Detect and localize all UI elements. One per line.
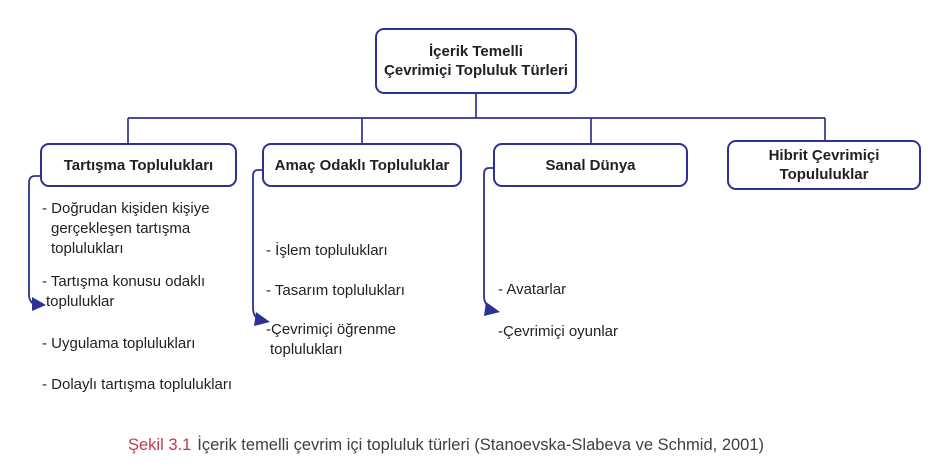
list-item: -Çevrimiçi oyunlar (498, 323, 619, 340)
node-title: Tartışma Toplulukları (63, 156, 214, 174)
node-amac-odakli-topluluklar (262, 143, 462, 187)
list-item: - Dolaylı tartışma toplulukları (42, 376, 233, 393)
figure-caption-text: İçerik temelli çevrim içi topluluk türleri (Stanoevska-Slabeva ve Schmid, 2001) (197, 436, 765, 454)
list-item: - Tartışma konusu odaklı topluluklar (42, 273, 206, 310)
list-item: - Avatarlar (498, 281, 567, 298)
list-item: - Tasarım toplulukları (266, 282, 405, 299)
node-sanal-dunya (493, 143, 688, 187)
node-hibrit-cevrimici-topluluklar (727, 140, 921, 190)
figure-caption (128, 436, 764, 455)
node-title-line1: Hibrit Çevrimiçi (768, 147, 880, 164)
arrowhead-icon (484, 302, 500, 316)
list-item: - İşlem toplulukları (266, 242, 388, 259)
tree-connector (128, 94, 825, 144)
node-root-title-line2: Çevrimiçi Topluluk Türleri (384, 62, 568, 79)
figure-caption-label: Şekil 3.1 (128, 436, 192, 454)
node-root-title-line1: İçerik Temelli (429, 43, 523, 60)
list-item: - Uygulama toplulukları (42, 335, 196, 352)
node-title: Amaç Odaklı Topluluklar (274, 156, 450, 174)
node-title: Sanal Dünya (545, 156, 636, 174)
list-item: -Çevrimiçi öğrenme toplulukları (266, 321, 397, 358)
node-title-line2: Topululuklar (779, 166, 869, 183)
list-item: - Doğrudan kişiden kişiye gerçekleşen tartışma toplulukları (42, 200, 210, 257)
node-root (375, 28, 577, 94)
node-tartisma-topluluklari (40, 143, 237, 187)
